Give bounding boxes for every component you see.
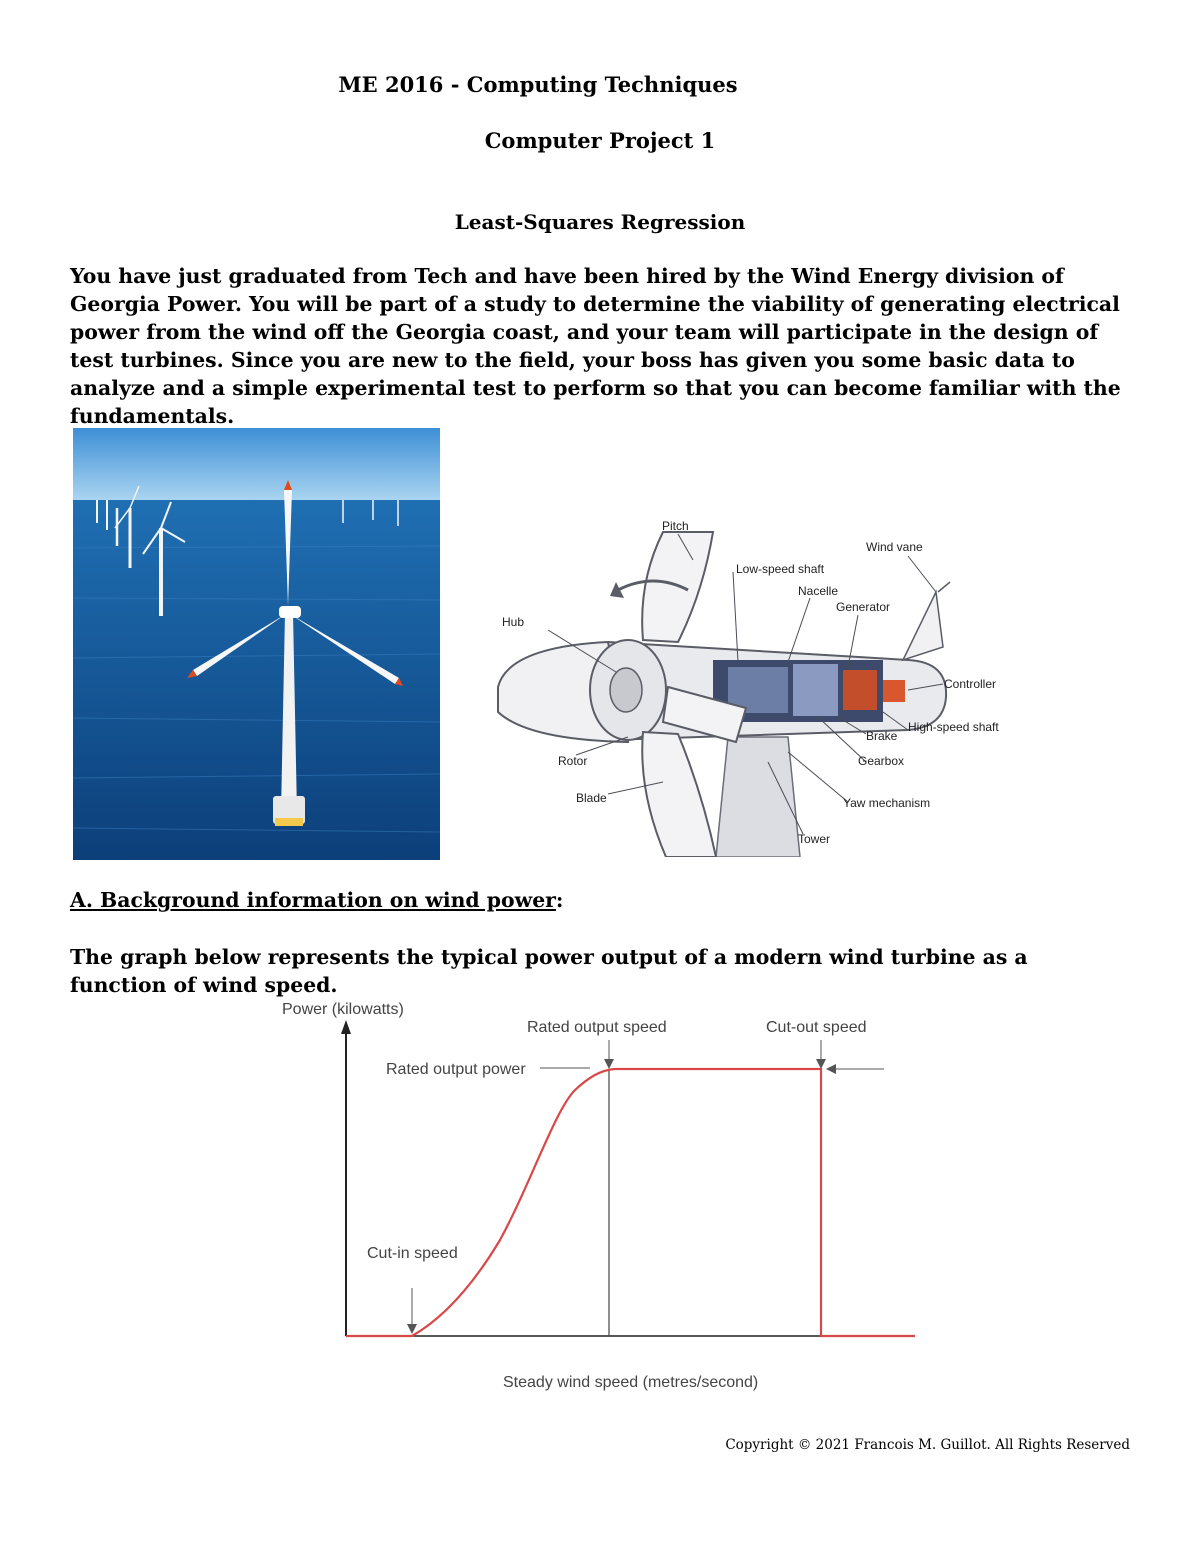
section-a-heading [70,888,563,912]
copyright-notice: Copyright © 2021 Francois M. Guillot. All Rights Reserved [725,1437,1130,1453]
annotation-cut-in-speed: Cut-in speed [367,1245,458,1262]
label-pitch: Pitch [662,519,689,533]
nacelle-diagram [488,512,1012,857]
cut-out-arrow-head [826,1064,836,1074]
topic-title: Least-Squares Regression [454,210,746,234]
cut-out-speed-arrow-head [816,1059,826,1069]
label-nacelle: Nacelle [798,584,839,598]
label-wind-vane: Wind vane [866,540,923,554]
label-generator: Generator [836,600,891,614]
y-axis-label: Power (kilowatts) [282,1001,404,1018]
label-gearbox: Gearbox [858,754,905,768]
y-axis-arrow [341,1020,351,1034]
wind-farm-photo [73,428,440,860]
course-title: ME 2016 - Computing Techniques [338,72,738,97]
annotation-cut-out-speed: Cut-out speed [766,1019,867,1036]
graph-intro-text: The graph below represents the typical power output of a modern wind turbine as a function of wind speed. [70,945,1028,997]
section-a-heading-colon: : [555,888,564,912]
power-curve-chart [270,990,930,1400]
annotation-rated-output-speed: Rated output speed [527,1019,667,1036]
label-rotor: Rotor [558,754,588,768]
label-tower: Tower [798,832,831,846]
label-low-speed-shaft: Low-speed shaft [736,562,825,576]
rated-speed-arrow-head [604,1059,614,1069]
label-high-speed-shaft: High-speed shaft [908,720,999,734]
annotation-rated-output-power: Rated output power [386,1061,526,1078]
power-curve-line [346,1069,915,1336]
label-blade: Blade [576,791,607,805]
project-title: Computer Project 1 [484,128,716,153]
intro-paragraph [70,262,1140,430]
section-a-heading-text: A. Background information on wind power [70,888,556,912]
x-axis-label: Steady wind speed (metres/second) [503,1374,759,1391]
intro-text: You have just graduated from Tech and have been hired by the Wind Energy division of Georgia Power. You will be part of a study to determine the viability of generating electrical power from the wind off the Georgia coast, and your team will participate in the design of test turbines. Since you are new to the field, your boss has given you some basic data to analyze and a simple experimental test to perform so that you can become familiar with the fundamentals. [70,264,1121,428]
label-brake: Brake [866,729,898,743]
label-controller: Controller [944,677,997,691]
cut-in-arrow-head [407,1324,417,1334]
label-hub: Hub [502,615,525,629]
label-yaw-mechanism: Yaw mechanism [843,796,931,810]
